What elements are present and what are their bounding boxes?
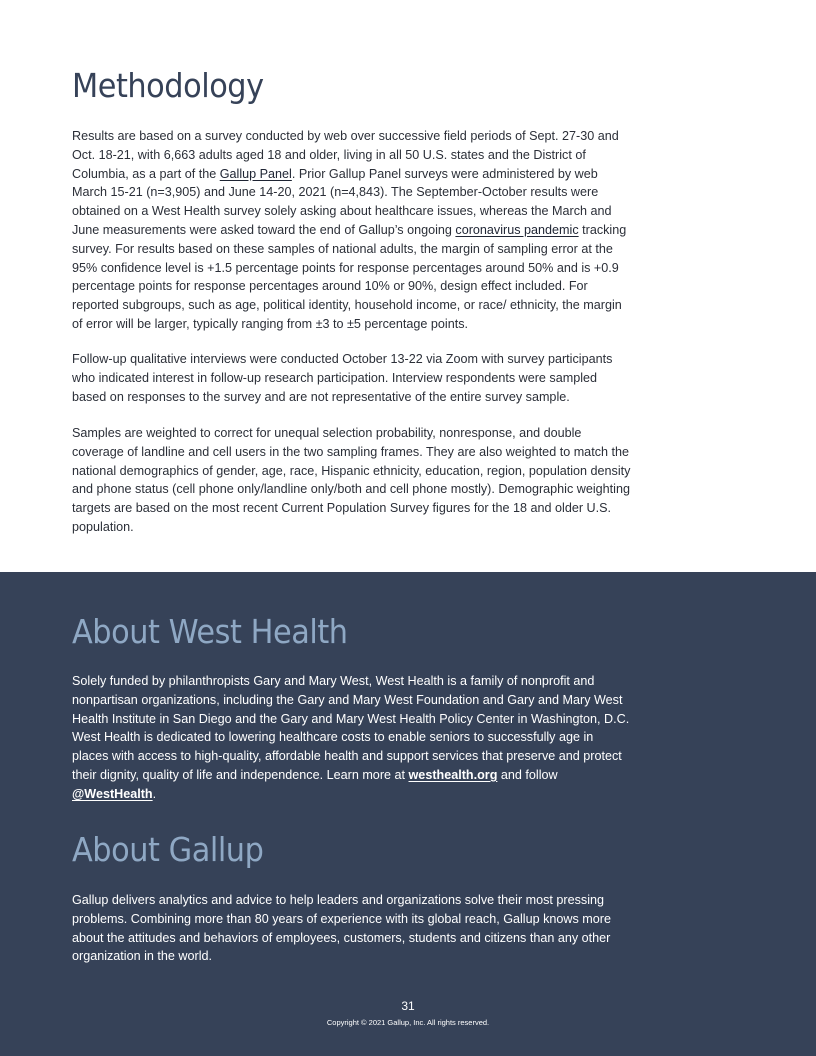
page-number: 31: [401, 999, 415, 1013]
west-health-text: Solely funded by philanthropists Gary and Mary West, West Health is a family of nonprofit and nonpartisan organizations, including the Gary and Mary West Foundation and Gary and Mary West Health Institute in San Diego and the Gary and Mary West Health Policy Center in Washington, D.C. West Health is dedicated to lowering healthcare costs to enable seniors to successfully age in places with access to high-quality, affordable health and support services that preserve and protect their dignity, quality of life and independence. Learn more at: [72, 674, 630, 782]
methodology-p1-text-a: Results are based on a survey conducted by web over successive field periods of Sept. 27-30 and Oct. 18-21, with 6,663 adults aged 18 and older, living in all 50 U.S. states and the District of Columbia, as a part of the: [72, 129, 619, 181]
west-health-text-end: .: [152, 786, 157, 801]
westhealth-social-link[interactable]: @WestHealth: [72, 786, 153, 801]
methodology-paragraph-3: Samples are weighted to correct for unequal selection probability, nonresponse, and double coverage of landline and cell users in the two sampling frames. They are also weighted to match the national demographics of gender, age, race, Hispanic ethnicity, education, region, population density and phone status (cell phone only/landline only/both and cell phone mostly). Demographic weighting targets are based on the most recent Current Population Survey figures for the 18 and older U.S. population.: [72, 426, 631, 534]
methodology-p1-text-c: tracking survey. For results based on these samples of national adults, the margin of sampling error at the 95% confidence level is +1.5 percentage points for response percentages around 50% and is +0.9 percentage points for response percentages around 10% or 90%, design effect included. For reported subgroups, such as age, political identity, household income, or race/ ethnicity, the margin of error will be larger, typically ranging from ±3 to ±5 percentage points.: [72, 222, 627, 331]
about-gallup-heading: About Gallup: [72, 830, 264, 869]
gallup-panel-link[interactable]: Gallup Panel: [219, 166, 292, 181]
about-west-health-heading: About West Health: [72, 612, 348, 651]
methodology-heading: Methodology: [72, 66, 264, 105]
methodology-p1-text-b: . Prior Gallup Panel surveys were administered by web March 15-21 (n=3,905) and June 14-20, 2021 (n=4,843). The September-October results were obtained on a West Health survey solely asking about healthcare issues, whereas the March and June measurements were asked toward the end of Gallup’s ongoing: [72, 166, 612, 237]
about-west-health-body: [72, 672, 632, 804]
westhealth-site-link[interactable]: westhealth.org: [408, 767, 498, 782]
methodology-paragraph-1: [72, 127, 632, 334]
about-gallup-body: Gallup delivers analytics and advice to help leaders and organizations solve their most pressing problems. Combining more than 80 years of experience with its global reach, Gallup knows more about the attitudes and behaviors of employees, customers, students and citizens than any other organization in the world.: [72, 893, 611, 964]
copyright-notice: Copyright © 2021 Gallup, Inc. All rights reserved.: [326, 1018, 490, 1027]
coronavirus-pandemic-link[interactable]: coronavirus pandemic: [455, 222, 579, 237]
methodology-paragraph-2: Follow-up qualitative interviews were conducted October 13-22 via Zoom with survey participants who indicated interest in follow-up research participation. Interview respondents were sampled based on responses to the survey and are not representative of the entire survey sample.: [72, 352, 613, 404]
west-health-text-mid: and follow: [497, 767, 558, 782]
